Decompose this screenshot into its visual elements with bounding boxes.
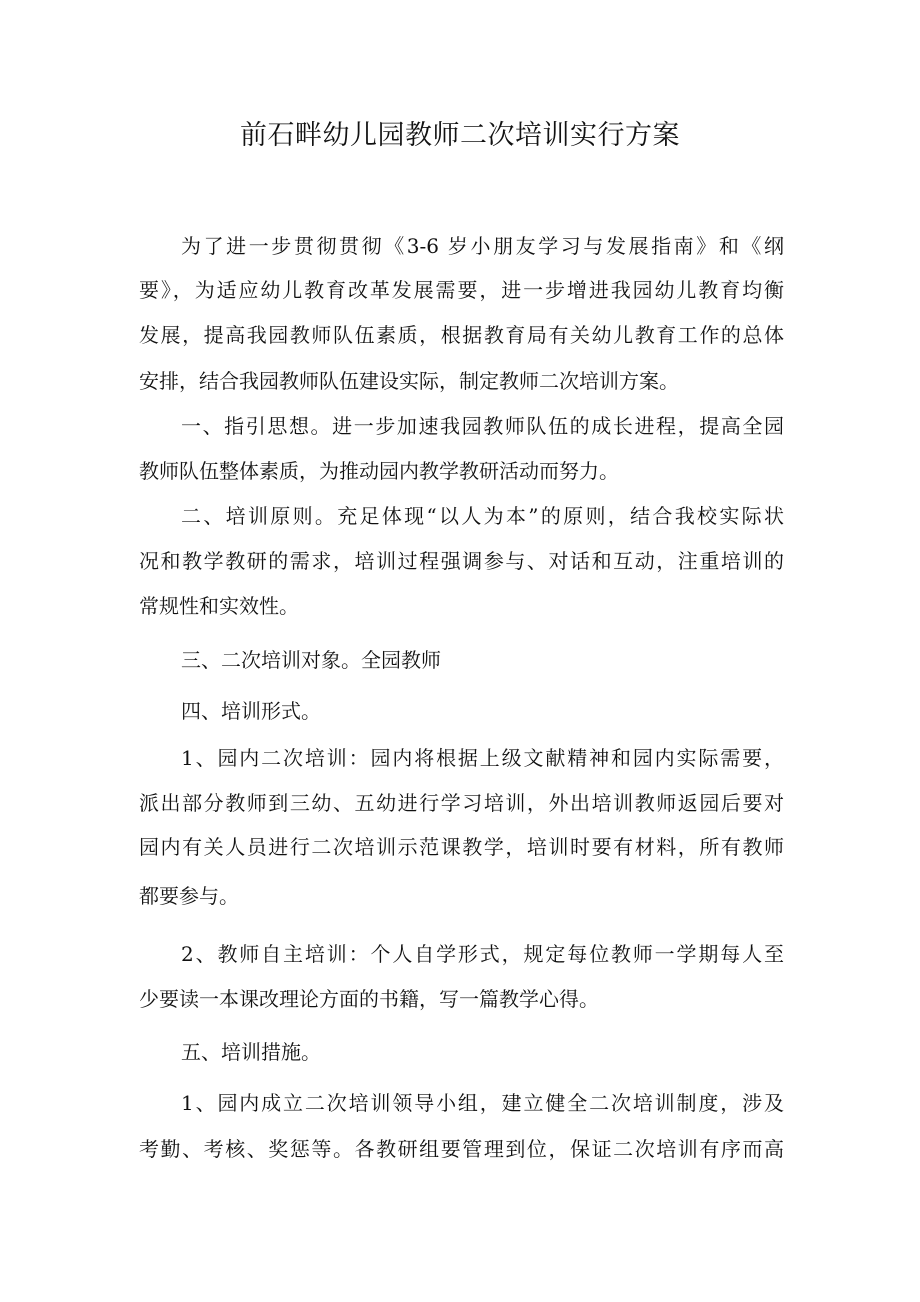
- text-line: 四、培训形式。: [181, 699, 321, 723]
- text-line: 为了进一步贯彻贯彻《3-6 岁小朋友学习与发展指南》和《纲: [181, 234, 784, 258]
- text-line: 1、园内二次培训：园内将根据上级文献精神和园内实际需要，: [181, 746, 784, 770]
- text-line: 三、二次培训对象。全园教师: [181, 648, 441, 672]
- text-line: 1、园内成立二次培训领导小组，建立健全二次培训制度，涉及: [181, 1091, 784, 1115]
- text-line: 2、教师自主培训：个人自学形式，规定每位教师一学期每人至: [181, 942, 784, 966]
- text-line: 园内有关人员进行二次培训示范课教学，培训时要有材料，所有教师: [139, 835, 784, 859]
- text-line: 安排，结合我园教师队伍建设实际，制定教师二次培训方案。: [139, 369, 679, 393]
- text-line: 少要读一本课改理论方面的书籍，写一篇教学心得。: [139, 987, 599, 1011]
- text-line: 一、指引思想。进一步加速我园教师队伍的成长进程，提高全园: [181, 414, 784, 438]
- text-line: 教师队伍整体素质，为推动园内教学教研活动而努力。: [139, 459, 619, 483]
- text-line: 发展，提高我园教师队伍素质，根据教育局有关幼儿教育工作的总体: [139, 323, 784, 347]
- text-line: 都要参与。: [139, 884, 239, 908]
- text-line: 常规性和实效性。: [139, 594, 299, 618]
- text-line: 五、培训措施。: [181, 1040, 321, 1064]
- document-title: 前石畔幼儿园教师二次培训实行方案: [240, 120, 680, 151]
- text-line: 二、培训原则。充足体现“以人为本”的原则，结合我校实际状: [181, 504, 784, 528]
- text-line: 况和教学教研的需求，培训过程强调参与、对话和互动，注重培训的: [139, 549, 784, 573]
- text-line: 考勤、考核、奖惩等。各教研组要管理到位，保证二次培训有序而高: [139, 1137, 784, 1161]
- text-line: 派出部分教师到三幼、五幼进行学习培训，外出培训教师返园后要对: [139, 791, 784, 815]
- text-line: 要》，为适应幼儿教育改革发展需要，进一步增进我园幼儿教育均衡: [139, 278, 784, 302]
